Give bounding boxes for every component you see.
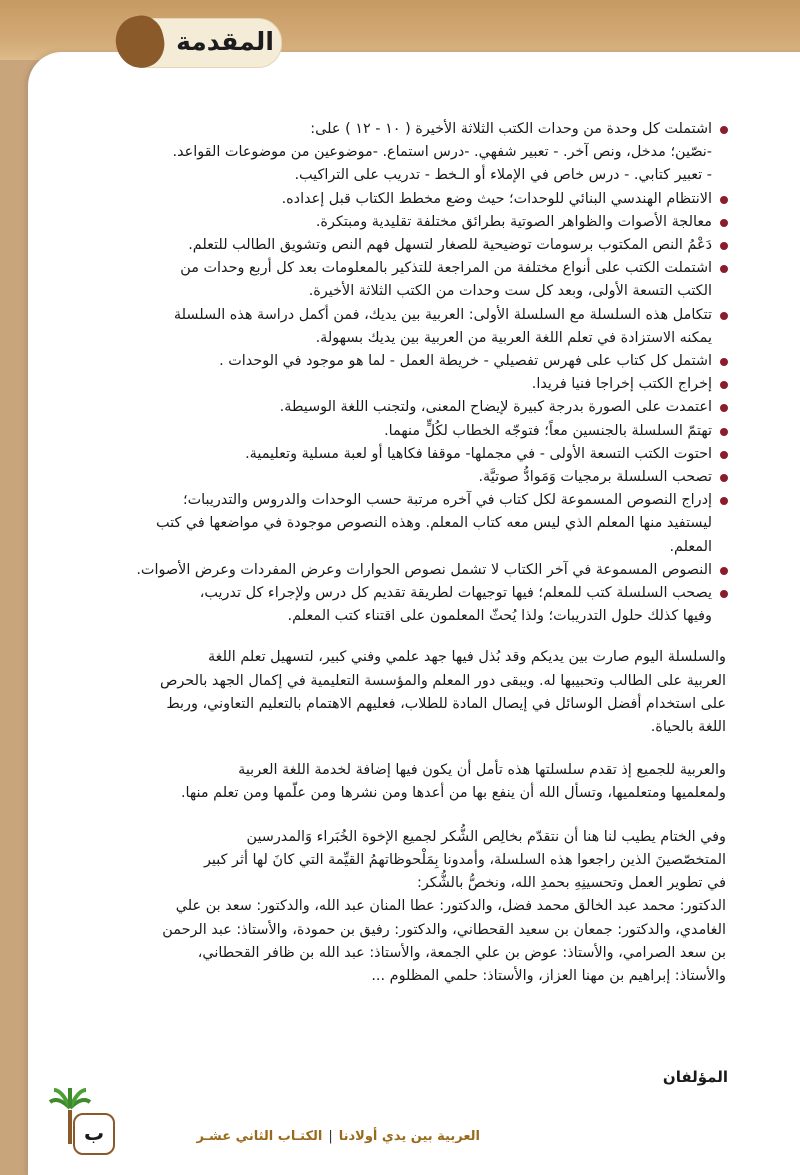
features-list [64,118,726,628]
footer [150,1129,480,1144]
bullet-item [64,257,726,303]
bullet-line: تهتمّ السلسلة بالجنسين معاً؛ فتوجّه الخطاب لكُلٍّ منهما. [384,422,712,439]
paragraph-line: اللغة بالحياة. [650,719,726,736]
bullet-line: اشتملت كل وحدة من وحدات الكتب الثلاثة الأخيرة ( ١٠ - ١٢ ) على: [310,121,712,137]
bullet-item [64,582,726,628]
bullet-line: إخراج الكتب إخراجا فنيا فريدا. [531,376,712,393]
paragraph-line: المتخصّصينَ الذين راجعوا هذه السلسلة، وأمدونا بِمَلْحوظاتهمُ القيِّمة التي كانَ لها أثر كبير [203,851,726,868]
bullet-item [64,211,726,234]
bullet-line: تتكامل هذه السلسلة مع السلسلة الأولى: العربية بين يديك، فمن أكمل دراسة هذه السلسلة [173,306,712,323]
bullet-item [64,188,726,211]
footer-book: الكتـاب الثاني عشـر [196,1129,323,1144]
bullet-line: - تعبير كتابي. - درس خاص في الإملاء أو الـخط - تدريب على التراكيب. [294,167,712,184]
paragraph [64,759,726,805]
bullet-line: ليستفيد منها المعلم الذي ليس معه كتاب المعلم. وهذه النصوص موجودة في مواضعها في كتب [156,515,712,532]
bullet-item [64,234,726,257]
footer-separator: | [328,1129,333,1144]
bullet-line: دَعْمُ النص المكتوب برسومات توضيحية للصغار لتسهل فهم النص وتشويق الطالب للتعلم. [188,237,712,254]
bullet-item [64,396,726,419]
paragraph-line: في تطوير العمل وتحسينِهِ بحمدِ الله، ونخصُّ بالشُّكر: [416,875,726,892]
bullet-line: يصحب السلسلة كتب للمعلم؛ فيها توجيهات لطريقة تقديم كل درس ولإجراء كل تدريب، [199,585,712,602]
bullet-line: المعلم. [669,538,712,555]
bullet-item [64,304,726,350]
bullet-item [64,489,726,559]
bullet-item [64,420,726,443]
paragraph [64,895,726,988]
bullet-line: اشتمل كل كتاب على فهرس تفصيلي - خريطة العمل - لما هو موجود في الوحدات . [219,353,712,370]
bullet-line: -نصّين؛ مدخل، ونص آخر. - تعبير شفهي. -درس استماع. -موضوعين من موضوعات القواعد. [172,144,712,161]
bullet-line: وفيها كذلك حلول التدريبات؛ ولذا يُحثّ المعلمون على اقتناء كتب المعلم. [287,608,712,625]
bullet-item [64,118,726,188]
bullet-line: الكتب التسعة الأولى، وبعد كل ست وحدات من الكتب الثلاثة الأخيرة. [308,283,712,300]
page-number: ب [73,1113,115,1155]
paragraph-line: والأستاذ: إبراهيم بن مهنا العزاز، والأستاذ: حلمي المظلوم ... [371,967,726,984]
paragraph [64,826,726,896]
bullet-item [64,373,726,396]
bullet-line: احتوت الكتب التسعة الأولى - في مجملها- موقفا فكاهيا أو لعبة مسلية وتعليمية. [245,445,712,462]
footer-series: العربية بين يدي أولادنا [338,1129,480,1144]
paragraph-line: وفي الختام يطيب لنا هنا أن نتقدّم بخالِص الشُّكر لجميع الإخوة الخُبَراء وَالمدرسين [246,828,726,845]
bullet-item [64,466,726,489]
bullet-line: اعتمدت على الصورة بدرجة كبيرة لإيضاح المعنى، ولتجنب اللغة الوسيطة. [279,399,712,416]
signature: المؤلفان [662,1068,728,1086]
page-title: المقدمة [176,27,274,56]
paragraph-line: والعربية للجميع إذ تقدم سلسلتها هذه تأمل أن يكون فيها إضافة لخدمة اللغة العربية [238,762,726,779]
bullet-line: الانتظام الهندسي البنائي للوحدات؛ حيث وضع مخطط الكتاب قبل إعداده. [281,190,712,207]
main-content [64,118,726,988]
paragraph-line: الدكتور: محمد عبد الخالق محمد فضل، والدكتور: عطا المنان عبد الله، والدكتور: سعد بن علي [175,898,726,915]
paragraph [64,646,726,739]
bullet-item [64,350,726,373]
bullet-line: إدراج النصوص المسموعة لكل كتاب في آخره مرتبة حسب الوحدات والدروس والتدريبات؛ [183,492,712,509]
paragraph-line: بن سعد الصرامي، والأستاذ: عوض بن علي الجمعة، والأستاذ: عبد الله بن ظافر القحطاني، [197,944,726,961]
paragraph-line: ولمعلميها ومتعلميها، وتسأل الله أن ينفع بها من أعدها ومن نشرها ومن علّمها ومن تعلم منها. [180,785,726,802]
bullet-item [64,443,726,466]
paragraph-line: والسلسلة اليوم صارت بين يديكم وقد بُذل فيها جهد علمي وفني كبير، لتسهيل تعلم اللغة [207,649,726,666]
paragraphs [64,646,726,988]
paragraph-line: الغامدي، والدكتور: جمعان بن سعيد القحطاني، والدكتور: رفيق بن حمودة، والأستاذ: عبد الرحمن [162,921,726,938]
paragraph-line: العربية على الطالب وتحبيبها له. ويبقى دور المعلم والمؤسسة التعليمية في إكمال الجهد بالحرص [159,672,726,689]
bullet-line: معالجة الأصوات والظواهر الصوتية بطرائق مختلفة تقليدية ومبتكرة. [315,213,712,230]
bullet-item [64,559,726,582]
bullet-line: يمكنه الاستزادة في تعلم اللغة العربية من العربية بين يديك بسهولة. [315,329,712,346]
paragraph-line: على استخدام أفضل الوسائل في إيصال المادة للطلاب، فعليهم الاهتمام بالتعليم التعاوني، وربط [166,695,726,712]
bullet-line: اشتملت الكتب على أنواع مختلفة من المراجعة للتذكير بالمعلومات بعد كل أربع وحدات من [180,260,712,277]
bullet-line: تصحب السلسلة برمجيات وَمَوادُّ صوتيَّة. [478,469,712,486]
bullet-line: النصوص المسموعة في آخر الكتاب لا تشمل نصوص الحوارات وعرض المفردات وعرض الأصوات. [136,561,712,578]
